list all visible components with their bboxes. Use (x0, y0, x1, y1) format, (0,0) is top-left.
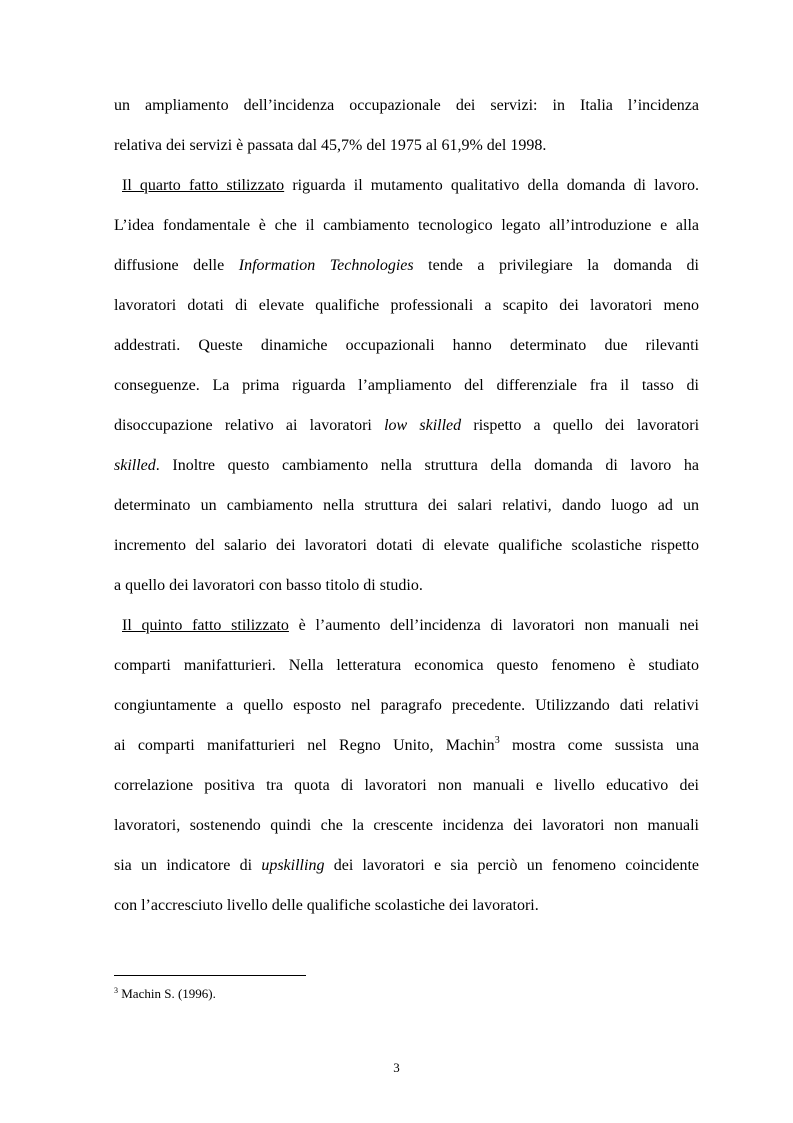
body-line (114, 814, 699, 838)
body-line (114, 374, 699, 398)
body-text: dei lavoratori e sia perciò un fenomeno coincidente (324, 857, 700, 874)
body-text: disoccupazione relativo ai lavoratori (114, 417, 385, 434)
body-text: relativa dei servizi è passata dal 45,7% del 1975 al 61,9% del 1998. (114, 137, 547, 154)
body-text: conseguenze. La prima riguarda l’ampliamento del differenziale fra il tasso di (114, 377, 699, 394)
footnote-divider (114, 975, 306, 976)
body-line (114, 454, 699, 478)
body-line (114, 694, 699, 718)
body-text: con l’accresciuto livello delle qualifiche scolastiche dei lavoratori. (114, 897, 539, 914)
body-text: lavoratori, sostenendo quindi che la crescente incidenza dei lavoratori non manuali (114, 817, 699, 834)
footnote-marker: 3 (114, 986, 118, 995)
body-text: congiuntamente a quello esposto nel paragrafo precedente. Utilizzando dati relativi (114, 697, 699, 714)
body-text: incremento del salario dei lavoratori dotati di elevate qualifiche scolastiche rispetto (114, 537, 699, 554)
italic-term: low skilled (384, 417, 462, 434)
italic-term: Information Technologies (238, 257, 414, 274)
body-line (114, 414, 699, 438)
body-line (114, 134, 699, 158)
body-text: ai comparti manifatturieri nel Regno Unito, Machin (114, 737, 495, 754)
underlined-heading: Il quarto fatto stilizzato (122, 177, 285, 194)
body-text: determinato un cambiamento nella struttura dei salari relativi, dando luogo ad un (114, 497, 699, 514)
body-text: sia un indicatore di (114, 857, 262, 874)
body-line (114, 734, 699, 758)
body-text: mostra come sussista una (499, 737, 699, 754)
underlined-heading: Il quinto fatto stilizzato (122, 617, 289, 634)
body-text: riguarda il mutamento qualitativo della domanda di lavoro. (284, 177, 700, 194)
body-line (114, 774, 699, 798)
body-text: tende a privilegiare la domanda di (413, 257, 699, 274)
body-text: correlazione positiva tra quota di lavoratori non manuali e livello educativo dei (114, 777, 699, 794)
body-line (114, 214, 699, 238)
body-text: rispetto a quello dei lavoratori (461, 417, 700, 434)
body-text: un ampliamento dell’incidenza occupazionale dei servizi: in Italia l’incidenza (114, 97, 699, 114)
body-line (114, 534, 699, 558)
body-text: . Inoltre questo cambiamento nella struttura della domanda di lavoro ha (155, 457, 699, 474)
body-text: addestrati. Queste dinamiche occupazionali hanno determinato due rilevanti (114, 337, 699, 354)
italic-term: skilled (114, 457, 156, 474)
body-text: a quello dei lavoratori con basso titolo di studio. (114, 577, 423, 594)
page-number: 3 (393, 1060, 400, 1075)
body-text: comparti manifatturieri. Nella letteratura economica questo fenomeno è studiato (114, 657, 699, 674)
body-line (114, 334, 699, 358)
footnote (114, 985, 216, 1003)
body-line (114, 294, 699, 318)
body-text: diffusione delle (114, 257, 239, 274)
body-line (114, 494, 699, 518)
body-line (114, 654, 699, 678)
footnote-reference[interactable]: 3 (494, 735, 500, 746)
paragraph-quinto-start (122, 614, 699, 638)
body-line (114, 94, 699, 118)
body-line (114, 894, 699, 918)
body-line (114, 574, 699, 598)
body-text: L’idea fondamentale è che il cambiamento tecnologico legato all’introduzione e alla (114, 217, 699, 234)
body-text: è l’aumento dell’incidenza di lavoratori non manuali nei (288, 617, 700, 634)
body-line (114, 254, 699, 278)
italic-term: upskilling (261, 857, 325, 874)
body-line (114, 854, 699, 878)
footnote-text: Machin S. (1996). (118, 986, 216, 1001)
paragraph-quarto-start (122, 174, 699, 198)
body-text: lavoratori dotati di elevate qualifiche professionali a scapito dei lavoratori meno (114, 297, 699, 314)
